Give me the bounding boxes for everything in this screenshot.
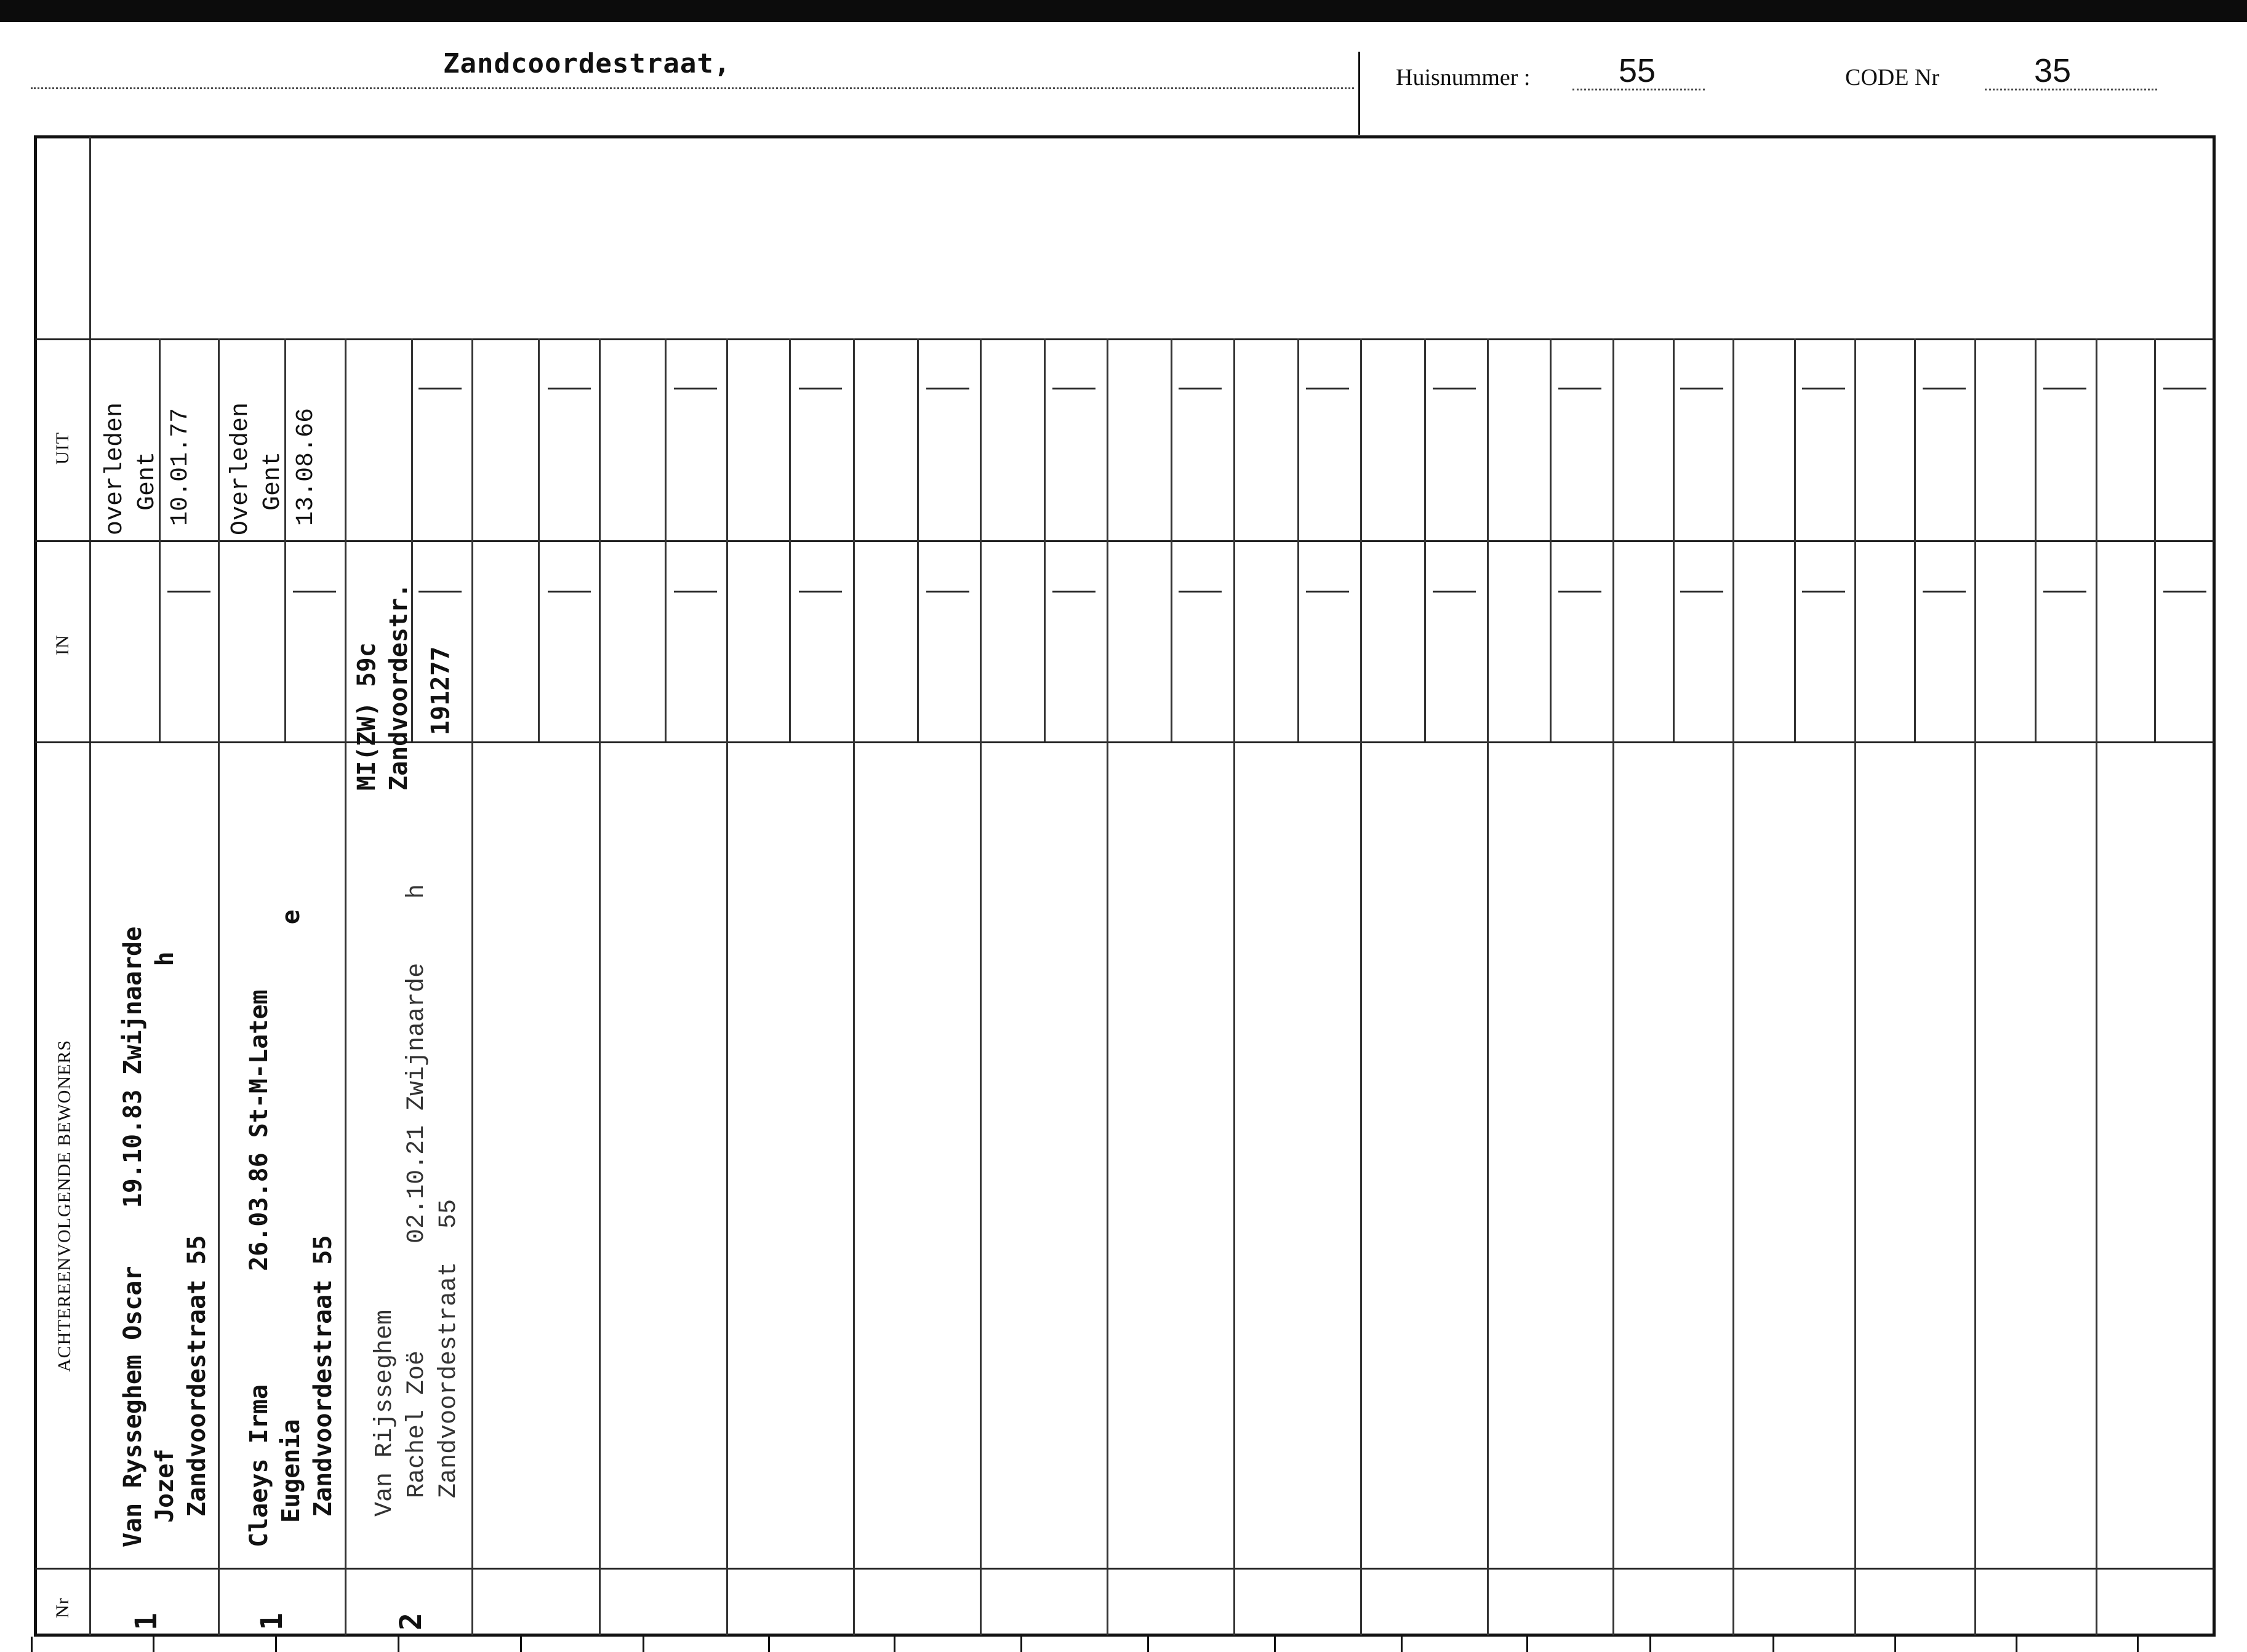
column-divider (1974, 338, 1976, 1635)
column-divider (726, 338, 728, 1635)
empty-dash (548, 388, 591, 389)
bottom-tick (1020, 1637, 1022, 1652)
column-divider (218, 338, 220, 1635)
row-label-uit: UIT (52, 432, 73, 465)
bottom-tick (768, 1637, 770, 1652)
subcolumn-divider (1044, 338, 1046, 741)
register-frame (34, 135, 2216, 1637)
column-divider (1233, 338, 1235, 1635)
empty-dash (1179, 388, 1222, 389)
bottom-tick (520, 1637, 522, 1652)
empty-dash (1306, 591, 1349, 593)
empty-dash (548, 591, 591, 593)
bottom-tick (1147, 1637, 1149, 1652)
empty-dash (1433, 388, 1476, 389)
bottom-tick (1526, 1637, 1528, 1652)
subcolumn-divider (665, 338, 667, 741)
empty-dash (2163, 388, 2206, 389)
row-label-nr: Nr (52, 1597, 73, 1618)
empty-dash (419, 388, 462, 389)
entry-2-bewoner: Claeys Irma 26.03.86 St-M-Latem Eugenia e Zandvoordestraat 55 (245, 909, 337, 1547)
empty-dash (926, 388, 969, 389)
bottom-tick (1274, 1637, 1276, 1652)
empty-dash (419, 591, 462, 593)
row-label-in: IN (52, 634, 73, 655)
column-divider (1360, 338, 1362, 1635)
column-divider (345, 338, 346, 1635)
entry-1-uit-date: 10.01.77 (167, 407, 194, 526)
entry-2-nr: 1 (255, 1613, 289, 1630)
subcolumn-divider (1914, 338, 1916, 741)
bottom-tick (398, 1637, 399, 1652)
bottom-tick (1772, 1637, 1774, 1652)
empty-dash (1680, 388, 1723, 389)
header-separator (1358, 52, 1360, 135)
subcolumn-divider (1424, 338, 1426, 741)
empty-dash (2043, 591, 2086, 593)
empty-dash (1052, 388, 1095, 389)
empty-dash (1802, 388, 1845, 389)
bottom-tick (1401, 1637, 1403, 1652)
subcolumn-divider (917, 338, 919, 741)
subcolumn-divider (1171, 338, 1172, 741)
subcolumn-divider (1673, 338, 1675, 741)
row-divider-in (35, 540, 2214, 542)
empty-dash (1558, 388, 1601, 389)
column-divider (599, 338, 601, 1635)
row-divider-nr (35, 1568, 2214, 1570)
subcolumn-divider (789, 338, 791, 741)
column-divider (1107, 338, 1108, 1635)
column-divider (1732, 338, 1734, 1635)
label-column-divider (89, 137, 91, 1635)
empty-dash (293, 591, 336, 593)
bottom-tick (894, 1637, 895, 1652)
entry-3-in-date: 191277 (427, 646, 455, 735)
bottom-tick (1649, 1637, 1651, 1652)
subcolumn-divider (1794, 338, 1796, 741)
empty-dash (1923, 388, 1966, 389)
empty-dash (2163, 591, 2206, 593)
subcolumn-divider (2154, 338, 2156, 741)
entry-3-nr: 2 (394, 1613, 428, 1630)
empty-dash (1558, 591, 1601, 593)
entry-3-bewoner: Van Rijsseghem Rachel Zoë 02.10.21 Zwijnaarde h Zandvoordestraat 55 (371, 884, 463, 1517)
subcolumn-divider (1550, 338, 1552, 741)
code-dotted-line (1985, 89, 2157, 90)
entry-2-uit-status: Overleden Gent (227, 402, 287, 535)
bottom-tick (153, 1637, 154, 1652)
empty-dash (167, 591, 210, 593)
subcolumn-divider (538, 338, 540, 741)
column-divider (1612, 338, 1614, 1635)
entry-1-uit-status: overleden Gent (102, 402, 161, 535)
subcolumn-divider (1297, 338, 1299, 741)
empty-dash (1052, 591, 1095, 593)
bottom-tick (643, 1637, 644, 1652)
entry-3-in-origin: MI(ZW) 59c Zandvoordestr. (353, 583, 413, 791)
empty-dash (674, 591, 717, 593)
empty-dash (1433, 591, 1476, 593)
huisnummer-value: 55 (1619, 52, 1656, 89)
entry-1-nr: 1 (129, 1613, 164, 1630)
column-divider (1487, 338, 1489, 1635)
empty-dash (1802, 591, 1845, 593)
code-value: 35 (2034, 52, 2072, 89)
empty-dash (799, 591, 842, 593)
column-divider (2096, 338, 2097, 1635)
bottom-tick (31, 1637, 33, 1652)
entry-1-bewoner: Van Rysseghem Oscar 19.10.83 Zwijnaarde Jozef h Zandvoordestraat 55 (119, 926, 211, 1547)
empty-dash (926, 591, 969, 593)
street-name: Zandcoordestraat, (443, 48, 731, 79)
subcolumn-divider (159, 338, 161, 741)
scan-top-border (0, 0, 2247, 22)
empty-dash (1680, 591, 1723, 593)
column-divider (853, 338, 855, 1635)
huisnummer-dotted-line (1572, 89, 1705, 90)
entry-2-uit-date: 13.08.66 (292, 407, 320, 526)
empty-dash (1306, 388, 1349, 389)
empty-dash (674, 388, 717, 389)
empty-dash (1179, 591, 1222, 593)
row-divider-uit (35, 338, 2214, 340)
row-label-bewoners: ACHTEREENVOLGENDE BEWONERS (54, 1039, 74, 1372)
bottom-tick (1894, 1637, 1896, 1652)
empty-dash (1923, 591, 1966, 593)
column-divider (980, 338, 982, 1635)
column-divider (471, 338, 473, 1635)
empty-dash (799, 388, 842, 389)
column-divider (1854, 338, 1856, 1635)
code-label: CODE Nr (1845, 65, 1940, 90)
empty-dash (2043, 388, 2086, 389)
street-dotted-line (31, 87, 1354, 89)
bottom-tick (2016, 1637, 2017, 1652)
subcolumn-divider (284, 338, 286, 741)
huisnummer-label: Huisnummer : (1396, 65, 1531, 90)
bottom-tick (2137, 1637, 2139, 1652)
bottom-tick (275, 1637, 277, 1652)
subcolumn-divider (2035, 338, 2037, 741)
